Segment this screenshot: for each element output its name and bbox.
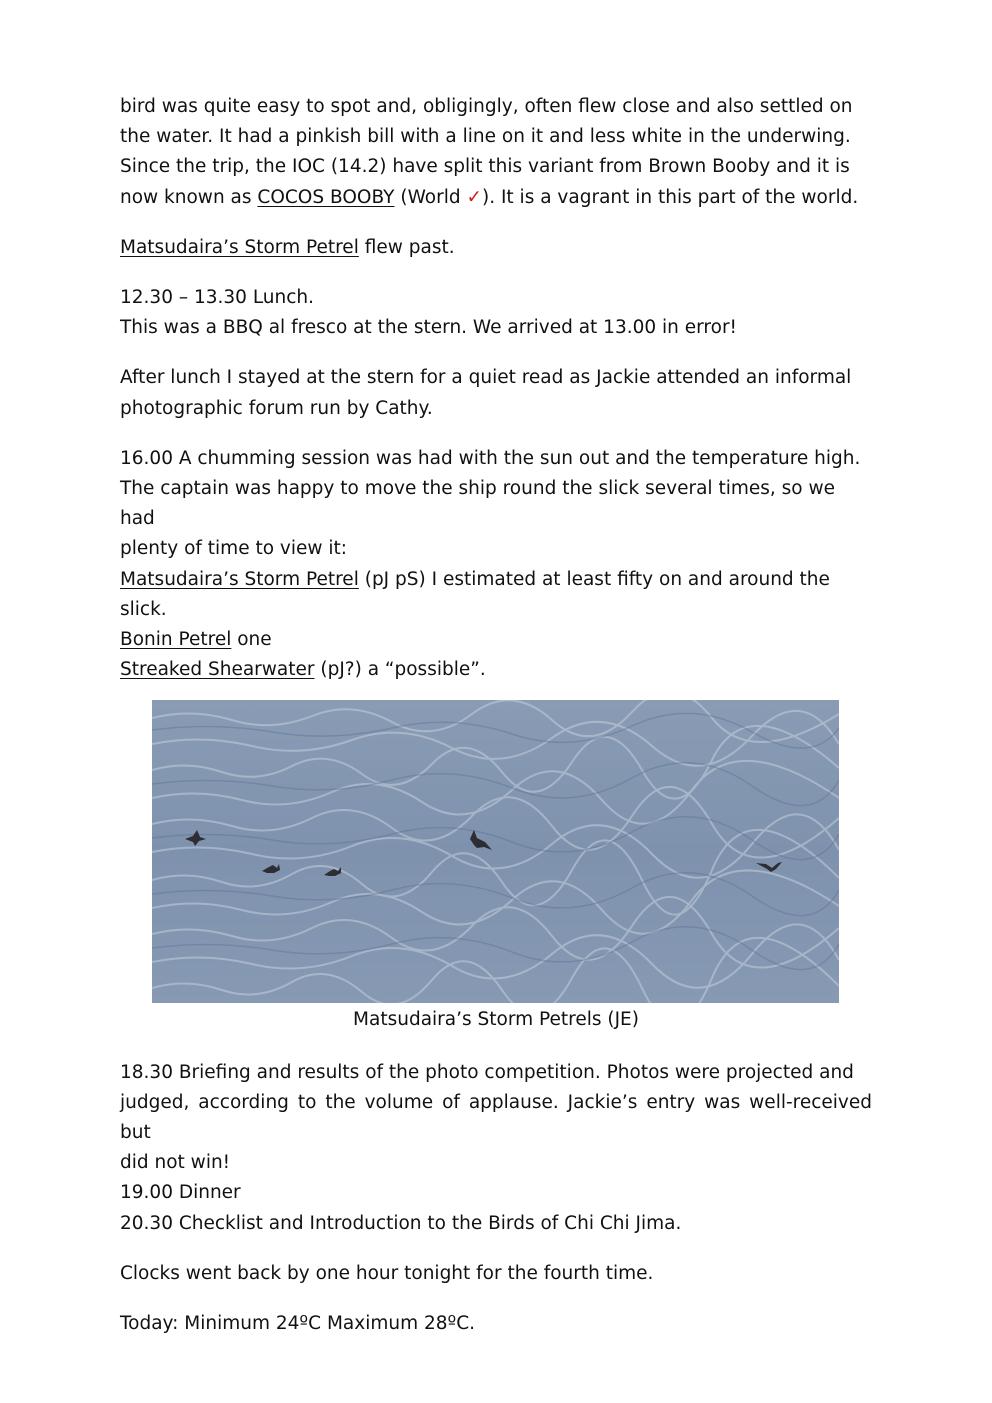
- text-line: [120, 625, 872, 655]
- text-line: photographic forum run by Cathy.: [120, 397, 433, 419]
- text-line: the water. It had a pinkish bill with a line on it and less white in the underwing.: [120, 126, 851, 148]
- text-fragment: (pJ pS) I estimated at least fifty on and around the: [358, 568, 830, 590]
- text-line: [120, 565, 872, 595]
- paragraph-storm-petrel: [120, 233, 872, 263]
- text-line: 18.30 Briefing and results of the photo competition. Photos were projected and: [120, 1061, 854, 1083]
- text-line: Clocks went back by one hour tonight for the fourth time.: [120, 1262, 654, 1284]
- sea-photo: [152, 700, 839, 1003]
- paragraph-chumming: [120, 444, 872, 686]
- text-line: After lunch I stayed at the stern for a quiet read as Jackie attended an informal: [120, 367, 852, 389]
- text-line: 16.00 A chumming session was had with the sun out and the temperature high.: [120, 447, 861, 469]
- species-bonin-petrel: Bonin Petrel: [120, 629, 232, 651]
- text-fragment: flew past.: [358, 236, 455, 258]
- text-line: 20.30 Checklist and Introduction to the Birds of Chi Chi Jima.: [120, 1212, 682, 1234]
- text-line: 12.30 – 13.30 Lunch.: [120, 287, 315, 309]
- species-streaked-shearwater: Streaked Shearwater: [120, 659, 315, 681]
- text-line: [120, 183, 872, 213]
- text-fragment: (World: [394, 186, 467, 208]
- text-line: Today: Minimum 24ºC Maximum 28ºC.: [120, 1313, 476, 1335]
- text-fragment: one: [231, 629, 272, 651]
- text-line: plenty of time to view it:: [120, 538, 348, 560]
- text-line: bird was quite easy to spot and, obligingly, often flew close and also settled on: [120, 96, 853, 117]
- text-line: Since the trip, the IOC (14.2) have split this variant from Brown Booby and it is: [120, 156, 850, 178]
- text-line: [120, 655, 872, 685]
- text-line: This was a BBQ al fresco at the stern. We arrived at 13.00 in error!: [120, 317, 737, 339]
- species-cocos-booby: COCOS BOOBY: [257, 186, 395, 208]
- species-matsudaira-storm-petrel: Matsudaira’s Storm Petrel: [120, 568, 359, 590]
- text-fragment: ). It is a vagrant in this part of the world.: [481, 186, 859, 208]
- paragraph-after-lunch: [120, 363, 872, 423]
- text-line: judged, according to the volume of applause. Jackie’s entry was well-received but: [120, 1091, 872, 1144]
- checkmark-icon: ✓: [466, 186, 482, 208]
- page-body: [120, 92, 872, 1359]
- paragraph-lunch: [120, 283, 872, 343]
- paragraph-briefing: [120, 1058, 872, 1239]
- paragraph-cocos-booby: [120, 92, 872, 213]
- text-fragment: (pJ?) a “possible”.: [314, 659, 486, 681]
- paragraph-clocks: [120, 1259, 872, 1289]
- text-line: slick.: [120, 598, 167, 620]
- text-fragment: now known as: [120, 186, 258, 208]
- text-line: did not win!: [120, 1152, 231, 1174]
- text-line: The captain was happy to move the ship round the slick several times, so we had: [120, 478, 835, 530]
- photo-caption: Matsudaira’s Storm Petrels (JE): [353, 1009, 639, 1031]
- species-matsudaira-storm-petrel: Matsudaira’s Storm Petrel: [120, 236, 359, 258]
- paragraph-temperature: [120, 1309, 872, 1339]
- text-line: 19.00 Dinner: [120, 1182, 241, 1204]
